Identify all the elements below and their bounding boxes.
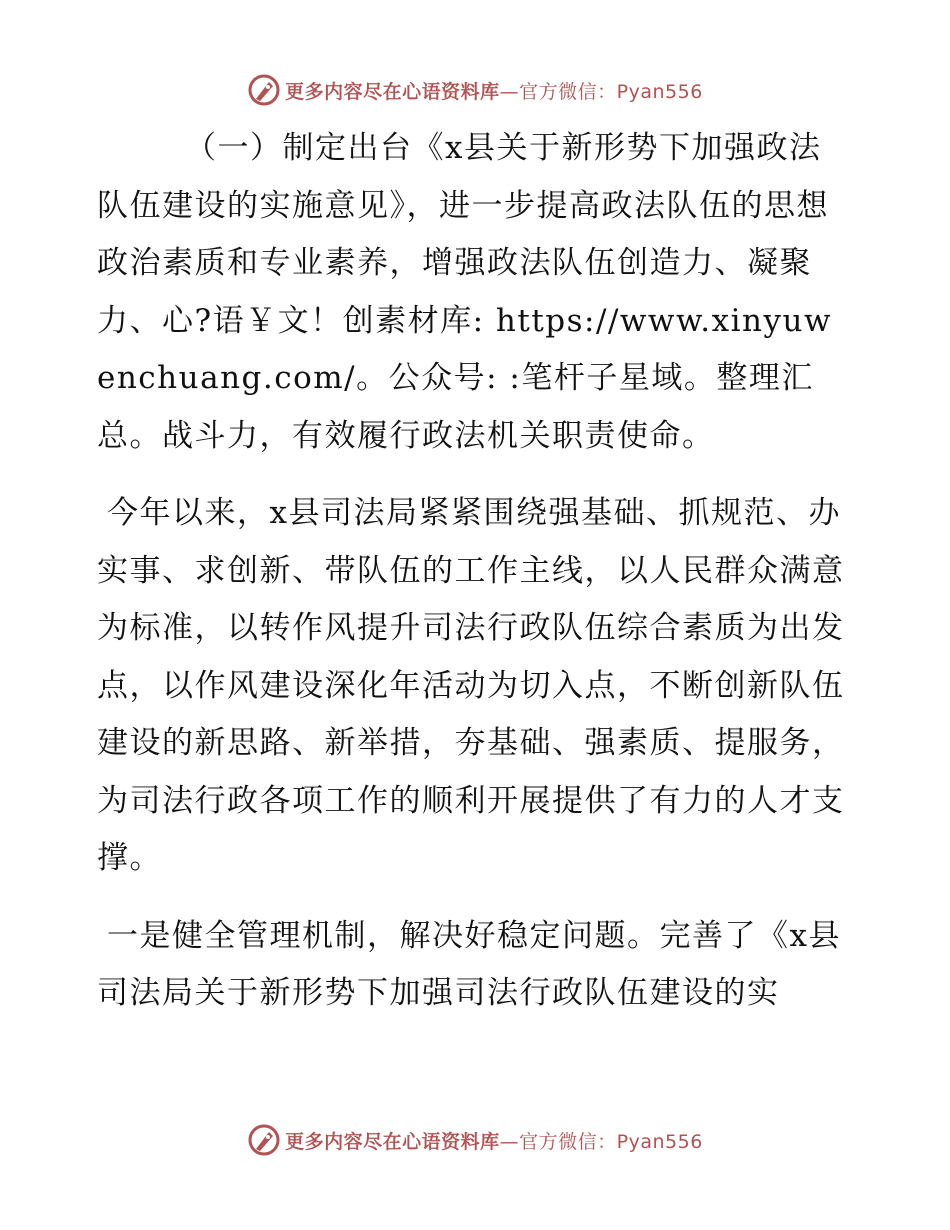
footer-banner-text: 更多内容尽在心语资料库—官方微信：Pyan556	[285, 1130, 703, 1153]
paragraph-3: 一是健全管理机制，解决好稳定问题。完善了《x县司法局关于新形势下加强司法行政队伍建设的实	[97, 917, 841, 1011]
pen-nib-logo-icon	[247, 73, 281, 107]
paragraph-1: （一）制定出台《x县关于新形势下加强政法队伍建设的实施意见》，进一步提高政法队伍的思想政治素质和专业素养，增强政法队伍创造力、凝聚力、心?语￥文！创素材库: https://www.xinyuwenchuang.com/。公众号: :笔杆子星域。整理汇总。战斗力，有效履行政法机关职责使命。	[97, 130, 833, 454]
pen-nib-logo-icon	[247, 1123, 281, 1157]
paragraph-2: 今年以来，x县司法局紧紧围绕强基础、抓规范、办实事、求创新、带队伍的工作主线，以人民群众满意为标准，以转作风提升司法行政队伍综合素质为出发点，以作风建设深化年活动为切入点，不断创新队伍建设的新思路、新举措，夯基础、强素质、提服务，为司法行政各项工作的顺利开展提供了有力的人才支撑。	[97, 495, 845, 876]
header-banner-text: 更多内容尽在心语资料库—官方微信：Pyan556	[285, 80, 703, 103]
footer-watermark-banner	[0, 1120, 950, 1160]
document-body	[97, 120, 849, 1023]
header-watermark-banner	[0, 70, 950, 110]
